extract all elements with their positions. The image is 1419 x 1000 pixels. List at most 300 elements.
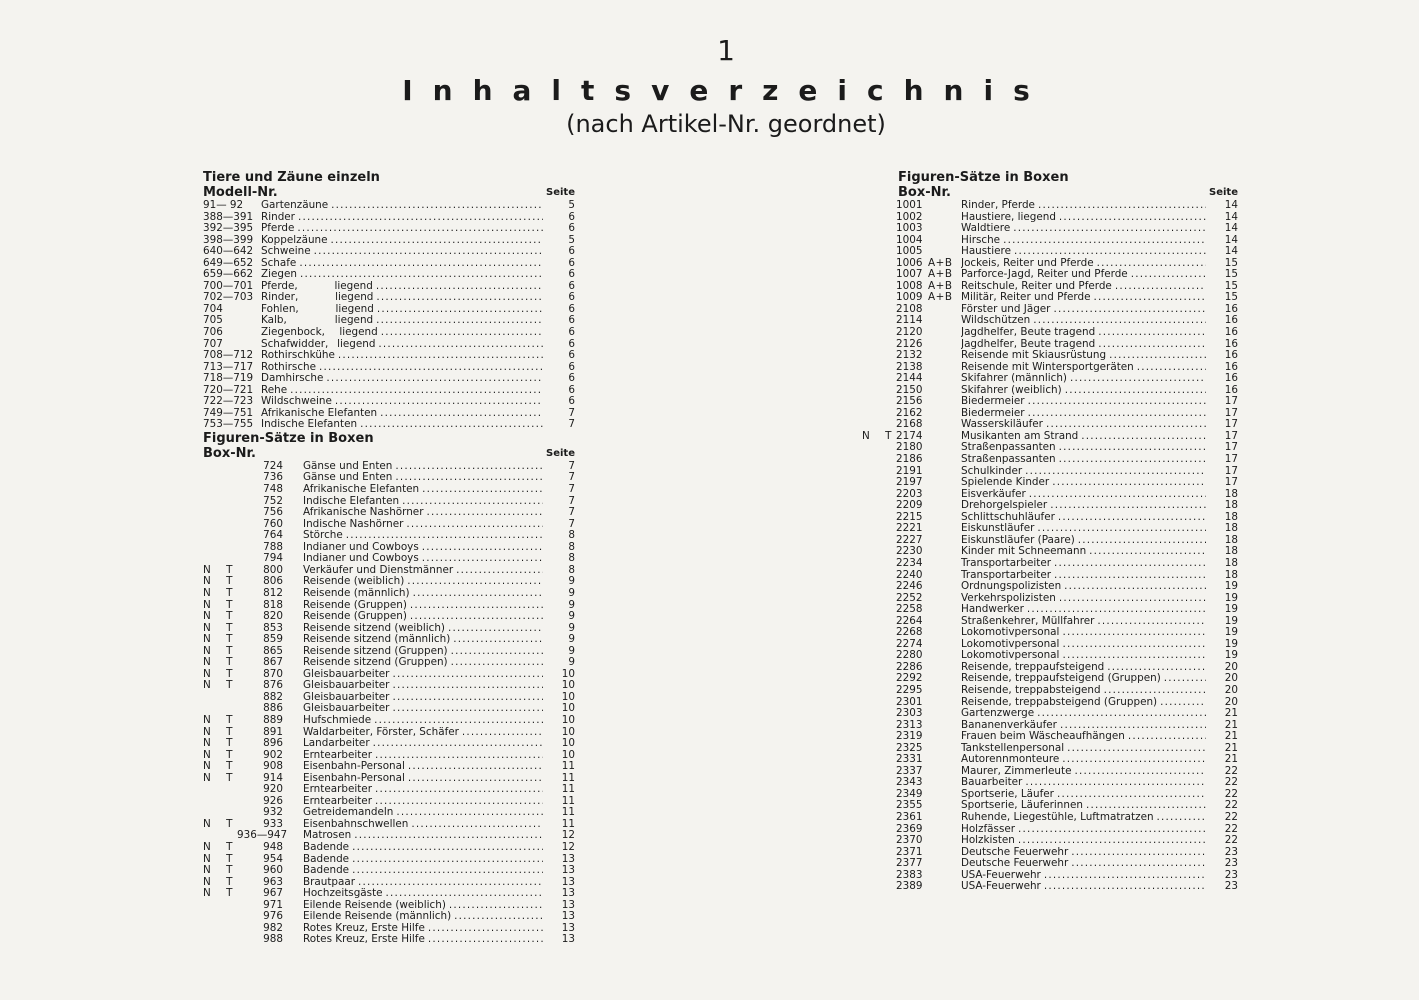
entry-name-cell <box>961 812 1206 824</box>
leader-dots <box>314 246 543 258</box>
entry-name-cell <box>261 292 543 304</box>
toc-row <box>203 669 575 681</box>
entry-name-cell <box>961 212 1206 224</box>
leader-dots <box>1062 650 1206 662</box>
entry-name: Jockeis, Reiter und Pferde <box>961 257 1094 269</box>
entry-extra: liegend <box>335 303 374 315</box>
entry-name: Musikanten am Strand <box>961 430 1079 442</box>
leader-dots <box>449 900 543 912</box>
entry-name-cell <box>961 835 1206 847</box>
page-ref: 16 <box>1224 360 1238 373</box>
entry-name: Rothirsche <box>261 361 317 373</box>
entry-name-cell <box>961 685 1206 697</box>
leader-dots <box>411 819 543 831</box>
box-number: 2286 <box>896 660 923 673</box>
nt-marker: N T <box>203 586 239 599</box>
nt-marker <box>862 754 896 766</box>
page-ref: 17 <box>1224 453 1238 466</box>
nt-marker <box>862 362 896 374</box>
leader-dots <box>462 727 543 739</box>
entry-name: Erntearbeiter <box>303 749 372 761</box>
page-number: 1 <box>717 34 735 67</box>
leader-dots <box>1097 258 1206 270</box>
entry-name: Schlittschuhläufer <box>961 511 1055 523</box>
leader-dots <box>360 419 543 431</box>
variant-marker <box>928 523 961 535</box>
toc-row <box>203 877 575 889</box>
variant-marker <box>928 339 961 351</box>
leader-dots <box>1060 720 1206 732</box>
box-number: 2303 <box>896 707 923 720</box>
toc-row <box>862 708 1238 720</box>
box-number: 1006 <box>896 256 923 269</box>
entry-name-cell <box>303 576 543 588</box>
variant-marker <box>928 419 961 431</box>
entry-name-cell <box>961 570 1206 582</box>
box-number: 2370 <box>896 834 923 847</box>
leader-dots <box>451 646 543 658</box>
entry-name-cell <box>303 530 543 542</box>
variant-marker <box>928 720 961 732</box>
toc-row <box>203 842 575 854</box>
entry-name-cell <box>961 766 1206 778</box>
entry-name: Straßenpassanten <box>961 454 1056 466</box>
page-ref: 7 <box>568 459 575 472</box>
page-ref: 13 <box>561 921 575 934</box>
variant-marker <box>928 235 961 247</box>
leader-dots <box>1037 523 1206 535</box>
variant-marker <box>928 581 961 593</box>
leader-dots <box>1062 639 1206 651</box>
nt-marker: N T <box>203 725 239 738</box>
entry-name: Reisende mit Skiausrüstung <box>961 350 1107 362</box>
page-ref: 17 <box>1224 441 1238 454</box>
leader-dots <box>1003 235 1206 247</box>
page-ref: 17 <box>1224 418 1238 431</box>
nt-marker: N T <box>203 852 239 865</box>
box-number: 760 <box>263 517 283 530</box>
box-number: 2114 <box>896 314 923 327</box>
toc-row <box>203 761 575 773</box>
entry-name: Reisende (Gruppen) <box>303 599 407 611</box>
toc-list <box>862 200 1238 893</box>
page-ref: 14 <box>1224 233 1238 246</box>
column-header-label: Box-Nr. <box>203 445 256 461</box>
leader-dots <box>352 842 543 854</box>
box-number: 748 <box>263 483 283 496</box>
leader-dots <box>422 484 543 496</box>
box-number: 2120 <box>896 326 923 339</box>
nt-marker: N T <box>203 644 239 657</box>
toc-row <box>203 396 575 408</box>
leader-dots <box>331 235 543 247</box>
nt-marker <box>862 581 896 593</box>
entry-name: Transportarbeiter <box>961 569 1052 581</box>
leader-dots <box>406 519 543 531</box>
entry-name-cell <box>303 461 543 473</box>
leader-dots <box>1025 777 1206 789</box>
page-ref: 17 <box>1224 429 1238 442</box>
box-number: 1007 <box>896 268 923 281</box>
variant-marker <box>928 431 961 443</box>
page-ref: 6 <box>568 349 575 362</box>
entry-name-cell <box>961 235 1206 247</box>
leader-dots <box>1137 362 1206 374</box>
box-number: 1008 <box>896 279 923 292</box>
page-ref: 19 <box>1224 603 1238 616</box>
entry-name-cell <box>961 639 1206 651</box>
toc-row <box>203 646 575 658</box>
nt-marker <box>862 258 896 270</box>
box-number: 788 <box>263 540 283 553</box>
entry-name: Rothirschkühe <box>261 350 335 362</box>
nt-marker <box>862 408 896 420</box>
toc-row <box>203 235 575 247</box>
nt-marker <box>862 454 896 466</box>
entry-name-cell <box>261 350 543 362</box>
nt-marker <box>862 512 896 524</box>
entry-name: Reisende, treppaufsteigend (Gruppen) <box>961 673 1161 685</box>
page-ref: 11 <box>561 794 575 807</box>
model-number: 388—391 <box>203 210 254 223</box>
variant-marker <box>928 881 961 893</box>
page-ref: 10 <box>561 725 575 738</box>
page-ref: 17 <box>1224 395 1238 408</box>
box-number: 2349 <box>896 787 923 800</box>
toc-row <box>203 727 575 739</box>
entry-name: Badende <box>303 853 350 865</box>
page-ref: 18 <box>1224 533 1238 546</box>
entry-name-cell <box>961 650 1206 662</box>
variant-marker <box>928 350 961 362</box>
box-number: 2197 <box>896 476 923 489</box>
entry-name: Lokomotivpersonal <box>961 638 1060 650</box>
toc-row <box>203 484 575 496</box>
model-number: 649—652 <box>203 256 254 269</box>
entry-name: Ruhende, Liegestühle, Luftmatratzen <box>961 811 1154 823</box>
toc-row <box>203 738 575 750</box>
page-ref: 6 <box>568 210 575 223</box>
entry-name-cell <box>303 692 543 704</box>
nt-marker <box>862 766 896 778</box>
leader-dots <box>426 507 543 519</box>
page-ref: 16 <box>1224 337 1238 350</box>
model-number: 720—721 <box>203 383 254 396</box>
toc-row <box>203 212 575 224</box>
page-ref: 7 <box>568 483 575 496</box>
page-ref: 22 <box>1224 764 1238 777</box>
leader-dots <box>1057 789 1206 801</box>
entry-name: Reisende (Gruppen) <box>303 611 407 623</box>
page-ref: 18 <box>1224 556 1238 569</box>
page-ref: 6 <box>568 268 575 281</box>
leader-dots <box>1013 223 1206 235</box>
toc-row <box>203 408 575 420</box>
entry-name: Gleisbauarbeiter <box>303 691 390 703</box>
box-number: 960 <box>263 864 283 877</box>
page-ref: 6 <box>568 337 575 350</box>
leader-dots <box>331 200 543 212</box>
leader-dots <box>407 576 543 588</box>
entry-name-cell <box>961 223 1206 235</box>
box-number: 971 <box>263 898 283 911</box>
entry-name-cell <box>961 350 1206 362</box>
nt-marker <box>862 304 896 316</box>
entry-name: Ziegen <box>261 269 297 281</box>
section-title: Figuren-Sätze in Boxen <box>203 430 374 446</box>
page-ref: 5 <box>568 199 575 211</box>
page-ref: 23 <box>1224 880 1238 893</box>
variant-marker <box>928 650 961 662</box>
nt-marker: N T <box>203 598 239 611</box>
leader-dots <box>1078 535 1206 547</box>
variant-marker <box>928 304 961 316</box>
toc-row <box>203 830 575 842</box>
box-number: 2234 <box>896 556 923 569</box>
toc-row <box>203 327 575 339</box>
box-number: 2301 <box>896 695 923 708</box>
variant-marker <box>928 847 961 859</box>
nt-marker <box>862 697 896 709</box>
variant-marker <box>928 512 961 524</box>
column-header-label: Box-Nr. <box>898 185 951 200</box>
toc-row <box>203 461 575 473</box>
entry-spacer <box>299 304 336 316</box>
entry-name: Reitschule, Reiter und Pferde <box>961 280 1112 292</box>
page-ref: 22 <box>1224 776 1238 789</box>
entry-name-cell <box>303 923 543 935</box>
toc-row <box>203 576 575 588</box>
nt-marker: N T <box>203 737 239 750</box>
nt-marker <box>203 784 237 796</box>
nt-marker <box>862 685 896 697</box>
variant-marker <box>928 754 961 766</box>
entry-name: Badende <box>303 865 350 877</box>
page-ref: 16 <box>1224 372 1238 385</box>
entry-name-cell <box>261 223 543 235</box>
box-number: 914 <box>263 771 283 784</box>
entry-name-cell <box>303 669 543 681</box>
page-ref: 9 <box>568 644 575 657</box>
entry-spacer <box>287 315 335 327</box>
nt-marker <box>862 269 896 281</box>
page-ref: 6 <box>568 383 575 396</box>
entry-name: Damhirsche <box>261 373 324 385</box>
toc-row <box>203 588 575 600</box>
toc-row <box>862 812 1238 824</box>
nt-marker <box>203 542 237 554</box>
entry-name-cell <box>303 646 543 658</box>
leader-dots <box>413 588 543 600</box>
toc-row <box>862 246 1238 258</box>
box-number: 2215 <box>896 510 923 523</box>
entry-name: Fohlen, <box>261 303 299 315</box>
box-number: 2156 <box>896 395 923 408</box>
leader-dots <box>374 715 543 727</box>
entry-name-cell <box>261 200 543 212</box>
variant-marker <box>928 385 961 397</box>
nt-marker <box>203 900 237 912</box>
leader-dots <box>1059 212 1206 224</box>
leader-dots <box>380 408 543 420</box>
entry-name-cell <box>961 466 1206 478</box>
toc-list <box>203 200 575 431</box>
leader-dots <box>402 496 543 508</box>
model-number: 700—701 <box>203 279 254 292</box>
variant-marker: A+B <box>928 291 953 304</box>
leader-dots <box>428 934 543 946</box>
page-ref: 9 <box>568 575 575 588</box>
leader-dots <box>1050 500 1206 512</box>
entry-name: Störche <box>303 530 343 542</box>
box-number: 865 <box>263 644 283 657</box>
entry-name: Waldtiere <box>961 223 1011 235</box>
entry-name-cell <box>303 911 543 923</box>
entry-name: Matrosen <box>303 830 352 842</box>
toc-row <box>203 623 575 635</box>
leader-dots <box>448 623 543 635</box>
entry-name-cell <box>961 246 1206 258</box>
page-ref: 9 <box>568 633 575 646</box>
entry-name-cell <box>303 842 543 854</box>
page-ref: 10 <box>561 748 575 761</box>
variant-marker <box>928 858 961 870</box>
box-number: 800 <box>263 563 283 576</box>
leader-dots <box>1115 281 1206 293</box>
nt-marker <box>862 246 896 258</box>
model-number: 749—751 <box>203 406 254 419</box>
entry-name-cell <box>961 339 1206 351</box>
entry-name: Handwerker <box>961 604 1024 616</box>
box-number: 867 <box>263 656 283 669</box>
page-ref: 21 <box>1224 730 1238 743</box>
page-ref: 17 <box>1224 406 1238 419</box>
entry-name-cell <box>961 604 1206 616</box>
leader-dots <box>299 258 543 270</box>
page-ref: 20 <box>1224 672 1238 685</box>
nt-marker <box>862 200 896 212</box>
leader-dots <box>378 339 543 351</box>
entry-name: Indische Elefanten <box>303 495 400 507</box>
leader-dots <box>358 877 543 889</box>
box-number: 2371 <box>896 845 923 858</box>
toc-row <box>862 858 1238 870</box>
page-ref: 6 <box>568 279 575 292</box>
entry-name-cell <box>261 373 543 385</box>
toc-row <box>203 784 575 796</box>
page-ref: 10 <box>561 667 575 680</box>
page-ref: 14 <box>1224 199 1238 211</box>
nt-marker <box>203 507 237 519</box>
page-ref: 16 <box>1224 326 1238 339</box>
page-ref: 10 <box>561 713 575 726</box>
toc-row <box>203 923 575 935</box>
box-number: 2313 <box>896 718 923 731</box>
entry-name-cell <box>961 616 1206 628</box>
box-number: 2274 <box>896 637 923 650</box>
page-ref: 17 <box>1224 464 1238 477</box>
nt-marker <box>862 604 896 616</box>
nt-marker <box>862 627 896 639</box>
toc-row <box>203 304 575 316</box>
entry-name-cell <box>261 235 543 247</box>
leader-dots <box>335 396 543 408</box>
entry-name-cell <box>303 472 543 484</box>
box-number: 1009 <box>896 291 923 304</box>
page-ref: 18 <box>1224 545 1238 558</box>
box-number: 2280 <box>896 649 923 662</box>
page-ref: 14 <box>1224 210 1238 223</box>
left-column <box>203 170 575 946</box>
box-number: 2138 <box>896 360 923 373</box>
box-number: 2337 <box>896 764 923 777</box>
nt-marker: N T <box>203 817 239 830</box>
entry-name-cell <box>961 281 1206 293</box>
variant-marker <box>928 223 961 235</box>
entry-name-cell <box>261 281 543 293</box>
entry-name-cell <box>961 304 1206 316</box>
leader-dots <box>376 281 543 293</box>
nt-marker <box>862 570 896 582</box>
page-ref: 18 <box>1224 499 1238 512</box>
box-number: 1002 <box>896 210 923 223</box>
nt-marker <box>862 835 896 847</box>
leader-dots <box>451 657 543 669</box>
box-number: 2343 <box>896 776 923 789</box>
entry-name: Reisende sitzend (männlich) <box>303 634 451 646</box>
nt-marker <box>862 339 896 351</box>
entry-spacer <box>328 339 337 351</box>
entry-name-cell <box>303 865 543 877</box>
box-number: 2168 <box>896 418 923 431</box>
leader-dots <box>428 923 543 935</box>
entry-name-cell <box>961 408 1206 420</box>
entry-name-cell <box>961 512 1206 524</box>
leader-dots <box>1160 697 1206 709</box>
entry-extra: liegend <box>337 338 376 350</box>
page-ref: 11 <box>561 817 575 830</box>
entry-name-cell <box>261 362 543 374</box>
leader-dots <box>1081 431 1206 443</box>
page-ref: 5 <box>568 233 575 246</box>
variant-marker <box>928 442 961 454</box>
entry-name: Gleisbauarbeiter <box>303 680 390 692</box>
toc-row <box>203 773 575 785</box>
leader-dots <box>1062 754 1206 766</box>
page-ref: 20 <box>1224 695 1238 708</box>
leader-dots <box>1131 269 1206 281</box>
page-ref: 6 <box>568 372 575 385</box>
leader-dots <box>392 703 543 715</box>
box-number: 2252 <box>896 591 923 604</box>
entry-name: USA-Feuerwehr <box>961 869 1041 881</box>
leader-dots <box>338 350 543 362</box>
box-number: 2268 <box>896 626 923 639</box>
entry-name: Indische Elefanten <box>261 419 358 431</box>
page-ref: 13 <box>561 910 575 923</box>
leader-dots <box>1093 292 1206 304</box>
page-ref: 10 <box>561 690 575 703</box>
variant-marker <box>928 362 961 374</box>
page-ref: 22 <box>1224 787 1238 800</box>
variant-marker <box>928 396 961 408</box>
page-ref: 19 <box>1224 580 1238 593</box>
entry-spacer <box>298 281 335 293</box>
entry-name-cell <box>961 870 1206 882</box>
toc-row <box>203 553 575 565</box>
variant-marker <box>928 558 961 570</box>
box-number: 724 <box>263 459 283 472</box>
